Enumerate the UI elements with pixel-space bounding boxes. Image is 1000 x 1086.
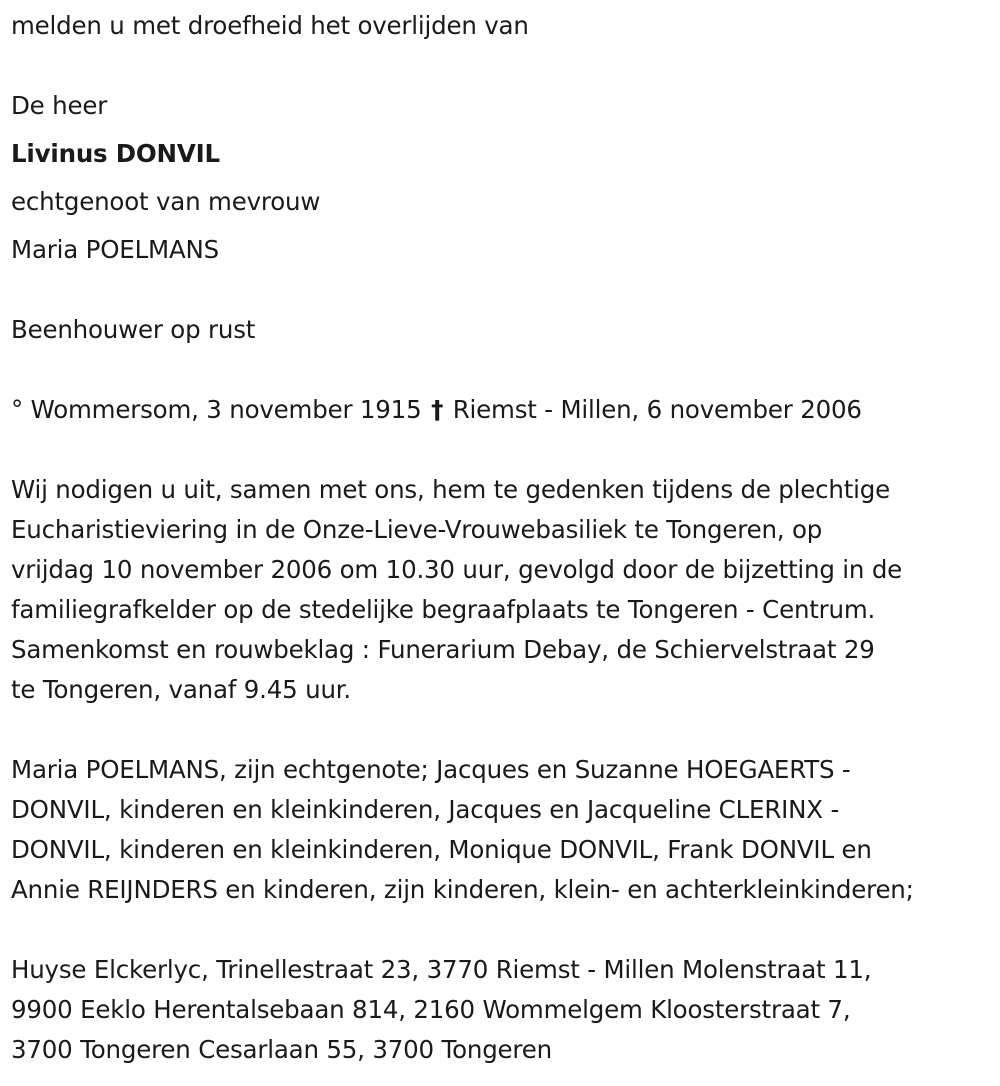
invitation-line: Wij nodigen u uit, samen met ons, hem te gedenken tijdens de plechtige [11,475,890,504]
dates-line [11,390,996,430]
invitation-line: te Tongeren, vanaf 9.45 uur. [11,675,351,704]
death-notice [11,0,996,1070]
occupation-text: Beenhouwer op rust [11,315,256,344]
address-line: Huyse Elckerlyc, Trinellestraat 23, 3770 Riemst - Millen Molenstraat 11, [11,955,872,984]
address-line: 9900 Eeklo Herentalsebaan 814, 2160 Wommelgem Kloosterstraat 7, [11,995,851,1024]
family-line: Maria POELMANS, zijn echtgenote; Jacques en Suzanne HOEGAERTS - [11,755,851,784]
invitation-line: Samenkomst en rouwbeklag : Funerarium Debay, de Schiervelstraat 29 [11,635,875,664]
birth-text: ° Wommersom, 3 november 1915 [11,395,422,424]
family-line: DONVIL, kinderen en kleinkinderen, Monique DONVIL, Frank DONVIL en [11,835,872,864]
cross-icon: † [431,395,444,424]
deceased-name: Livinus DONVIL [11,139,220,168]
spouse-name: Maria POELMANS [11,235,219,264]
address-paragraph [11,950,996,1070]
family-line: Annie REIJNDERS en kinderen, zijn kinderen, klein- en achterkleinkinderen; [11,875,914,904]
invitation-line: Eucharistieviering in de Onze-Lieve-Vrouwebasiliek te Tongeren, op [11,515,823,544]
family-line: DONVIL, kinderen en kleinkinderen, Jacques en Jacqueline CLERINX - [11,795,840,824]
intro-text: melden u met droefheid het overlijden van [11,11,529,40]
invitation-line: vrijdag 10 november 2006 om 10.30 uur, gevolgd door de bijzetting in de [11,555,903,584]
invitation-paragraph [11,470,996,710]
relation-text: echtgenoot van mevrouw [11,187,321,216]
death-text: Riemst - Millen, 6 november 2006 [452,395,862,424]
address-line: 3700 Tongeren Cesarlaan 55, 3700 Tongeren [11,1035,552,1064]
title-text: De heer [11,91,108,120]
invitation-line: familiegrafkelder op de stedelijke begraafplaats te Tongeren - Centrum. [11,595,876,624]
family-paragraph [11,750,996,910]
